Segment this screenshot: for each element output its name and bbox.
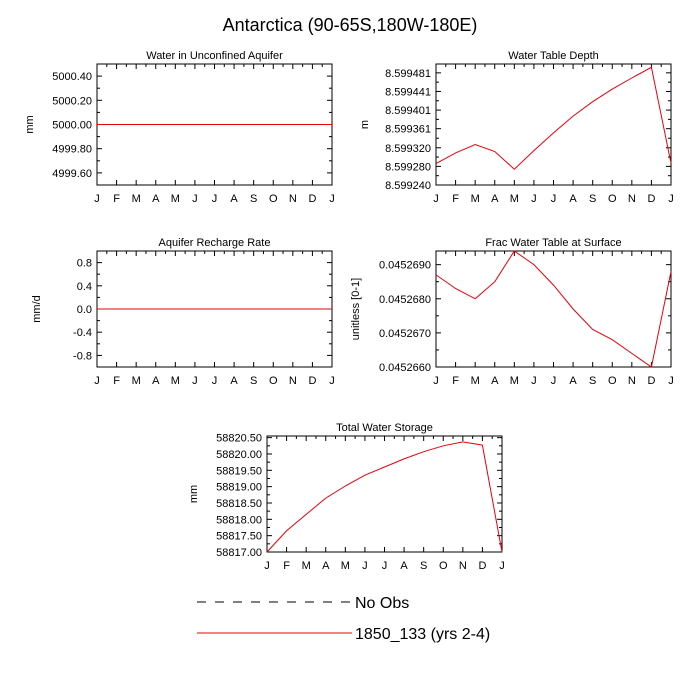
x-tick-label: A — [152, 375, 160, 387]
x-tick-label: M — [509, 375, 519, 387]
x-tick-label: F — [113, 375, 120, 387]
x-tick-label: A — [230, 375, 238, 387]
x-tick-label: A — [400, 560, 408, 572]
x-tick-label: M — [131, 375, 141, 387]
x-tick-label: S — [588, 375, 597, 387]
y-tick-label: 5000.20 — [52, 95, 92, 108]
y-axis-label: mm/d — [31, 295, 43, 323]
x-tick-label: M — [301, 560, 311, 572]
x-tick-label: D — [308, 375, 317, 387]
x-tick-label: J — [192, 193, 198, 205]
y-tick-label: 0.8 — [76, 257, 92, 270]
chart-panel-4 — [188, 422, 505, 572]
x-tick-label: M — [509, 193, 519, 205]
x-tick-label: N — [288, 193, 297, 205]
x-tick-label: A — [569, 193, 577, 205]
x-tick-label: S — [419, 560, 428, 572]
panel-title: Aquifer Recharge Rate — [158, 237, 271, 249]
x-tick-label: D — [647, 193, 656, 205]
y-tick-label: -0.8 — [73, 350, 92, 363]
chart-panel-0 — [24, 50, 335, 205]
y-tick-label: 58819.00 — [216, 481, 262, 494]
x-tick-label: J — [94, 193, 100, 205]
y-tick-label: 5000.40 — [52, 71, 92, 84]
panel-title: Total Water Storage — [336, 422, 433, 434]
y-tick-label: 4999.60 — [52, 167, 92, 180]
y-axis-label: unitless [0-1] — [350, 277, 362, 341]
x-tick-label: J — [499, 560, 505, 572]
x-tick-label: D — [647, 375, 656, 387]
panel-title: Water in Unconfined Aquifer — [146, 50, 283, 62]
x-tick-label: M — [340, 560, 350, 572]
chart-panels — [24, 50, 674, 572]
x-tick-label: J — [94, 375, 100, 387]
x-tick-label: J — [433, 193, 439, 205]
x-tick-label: M — [131, 193, 141, 205]
y-tick-label: 0.0452690 — [379, 259, 431, 272]
x-tick-label: D — [308, 193, 317, 205]
x-tick-label: A — [569, 375, 577, 387]
x-tick-label: F — [113, 193, 120, 205]
y-tick-label: 58817.00 — [216, 547, 262, 559]
x-tick-label: N — [627, 193, 636, 205]
x-tick-label: O — [607, 193, 617, 205]
x-tick-label: N — [288, 375, 297, 387]
chart-panel-3 — [350, 237, 674, 387]
y-tick-label: 58820.00 — [216, 448, 262, 461]
x-tick-label: J — [211, 375, 218, 387]
x-tick-label: J — [668, 193, 674, 205]
x-tick-label: J — [550, 193, 557, 205]
chart-panel-2 — [31, 237, 335, 387]
x-tick-label: J — [550, 375, 557, 387]
x-tick-label: A — [491, 193, 499, 205]
x-tick-label: J — [381, 560, 388, 572]
y-tick-label: 58820.50 — [216, 432, 262, 445]
x-tick-label: S — [588, 193, 597, 205]
x-tick-label: O — [438, 560, 448, 572]
x-tick-label: O — [268, 193, 278, 205]
y-tick-label: 0.0452680 — [379, 293, 431, 306]
y-tick-label: 0.0 — [76, 304, 92, 316]
y-tick-label: 0.0452660 — [379, 362, 431, 374]
series-line — [267, 442, 502, 552]
plot-frame — [436, 64, 671, 185]
y-tick-label: 0.4 — [76, 280, 92, 293]
x-tick-label: J — [264, 560, 270, 572]
x-tick-label: M — [470, 375, 480, 387]
x-tick-label: J — [362, 560, 368, 572]
x-tick-label: S — [249, 375, 258, 387]
y-tick-label: -0.4 — [73, 327, 92, 340]
y-tick-label: 8.599401 — [385, 105, 431, 118]
y-tick-label: 5000.00 — [52, 119, 92, 132]
y-tick-label: 58818.00 — [216, 514, 262, 527]
y-tick-label: 58818.50 — [216, 497, 262, 510]
x-tick-label: S — [249, 193, 258, 205]
y-tick-label: 8.599280 — [385, 161, 431, 174]
x-tick-label: J — [192, 375, 198, 387]
x-tick-label: F — [452, 375, 459, 387]
y-tick-label: 8.599481 — [385, 67, 431, 80]
x-tick-label: A — [322, 560, 330, 572]
y-axis-label: mm — [24, 115, 36, 134]
x-tick-label: A — [491, 375, 499, 387]
x-tick-label: N — [627, 375, 636, 387]
y-tick-label: 8.599441 — [385, 86, 431, 99]
x-tick-label: J — [329, 193, 335, 205]
x-tick-label: M — [170, 375, 180, 387]
legend-label-1850-133: 1850_133 (yrs 2-4) — [355, 626, 491, 643]
x-tick-label: O — [607, 375, 617, 387]
panel-title: Frac Water Table at Surface — [485, 237, 622, 249]
x-tick-label: F — [283, 560, 290, 572]
legend — [197, 595, 490, 643]
x-tick-label: D — [478, 560, 487, 572]
x-tick-label: J — [668, 375, 674, 387]
y-axis-label: mm — [188, 484, 200, 504]
y-tick-label: 0.0452670 — [379, 327, 431, 340]
x-tick-label: A — [152, 193, 160, 205]
plot-frame — [267, 436, 502, 552]
y-tick-label: 4999.80 — [52, 143, 92, 156]
x-tick-label: J — [211, 193, 218, 205]
x-tick-label: J — [531, 193, 537, 205]
panel-title: Water Table Depth — [508, 50, 599, 62]
x-tick-label: J — [531, 375, 537, 387]
y-tick-label: 58817.50 — [216, 530, 262, 543]
series-line — [436, 251, 671, 367]
x-tick-label: A — [230, 193, 238, 205]
y-axis-label: m — [359, 119, 371, 130]
chart-panel-1 — [359, 50, 674, 205]
x-tick-label: O — [268, 375, 278, 387]
x-tick-label: J — [329, 375, 335, 387]
y-tick-label: 8.599320 — [385, 142, 431, 155]
x-tick-label: J — [433, 375, 439, 387]
x-tick-label: M — [470, 193, 480, 205]
y-tick-label: 8.599361 — [385, 123, 431, 136]
figure-title: Antarctica (90-65S,180W-180E) — [222, 15, 478, 35]
legend-label-no-obs: No Obs — [355, 595, 410, 612]
x-tick-label: N — [458, 560, 467, 572]
x-tick-label: M — [170, 193, 180, 205]
y-tick-label: 8.599240 — [385, 180, 431, 192]
series-line — [436, 67, 671, 169]
y-tick-label: 58819.50 — [216, 465, 262, 478]
x-tick-label: F — [452, 193, 459, 205]
plot-frame — [436, 251, 671, 367]
